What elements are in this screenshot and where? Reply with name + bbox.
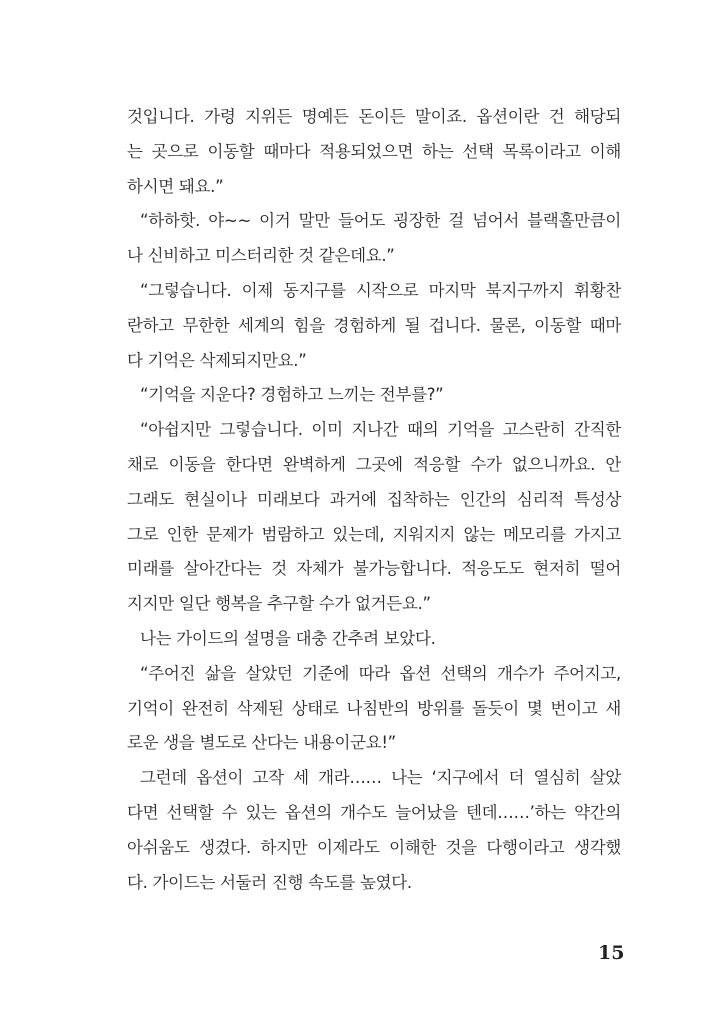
text-line: 그로 인한 문제가 범람하고 있는데, 지워지지 않는 메모리를 가지고: [127, 524, 621, 544]
text-line: “아쉽지만 그렇습니다. 이미 지나간 때의 기억을 고스란히 간직한: [140, 420, 621, 440]
text-line: 하시면 돼요.”: [127, 176, 224, 196]
text-line: “하하핫. 야~~ 이거 말만 들어도 굉장한 걸 넘어서 블랙홀만큼이: [140, 211, 621, 231]
text-line: “그렇습니다. 이제 동지구를 시작으로 마지막 북지구까지 휘황찬: [140, 280, 621, 300]
text-line: “주어진 삶을 살았던 기준에 따라 옵션 선택의 개수가 주어지고,: [140, 663, 621, 683]
body-text: [127, 104, 621, 904]
text-line: 다. 가이드는 서둘러 진행 속도를 높였다.: [127, 872, 412, 892]
text-line: 기억이 완전히 삭제된 상태로 나침반의 방위를 돌듯이 몇 번이고 새: [127, 698, 621, 718]
text-line: 지지만 일단 행복을 추구할 수가 없거든요.”: [127, 594, 431, 614]
text-line: 란하고 무한한 세계의 힘을 경험하게 될 겁니다. 물론, 이동할 때마: [127, 315, 621, 335]
text-line: 는 곳으로 이동할 때마다 적용되었으면 하는 선택 목록이라고 이해: [127, 141, 621, 161]
text-line: 로운 생을 별도로 산다는 내용이군요!”: [127, 733, 396, 753]
page-number: 15: [598, 942, 625, 964]
text-line: 채로 이동을 한다면 완벽하게 그곳에 적응할 수가 없으니까요. 안: [127, 454, 621, 474]
text-line: 미래를 살아간다는 것 자체가 불가능합니다. 적응도도 현저히 떨어: [127, 559, 621, 579]
text-line: 그런데 옵션이 고작 세 개라…… 나는 ‘지구에서 더 열심히 살았: [140, 768, 621, 788]
text-line: 것입니다. 가령 지위든 명예든 돈이든 말이죠. 옵션이란 건 해당되: [127, 107, 621, 126]
text-line: 다면 선택할 수 있는 옵션의 개수도 늘어났을 텐데……’하는 약간의: [127, 802, 621, 822]
text-line: 아쉬움도 생겼다. 하지만 이제라도 이해한 것을 다행이라고 생각했: [127, 837, 621, 857]
text-line: 그래도 현실이나 미래보다 과거에 집착하는 인간의 심리적 특성상: [127, 489, 621, 509]
text-line: 나는 가이드의 설명을 대충 간추려 보았다.: [140, 628, 436, 648]
text-line: 다 기억은 삭제되지만요.”: [127, 350, 307, 370]
text-line: 나 신비하고 미스터리한 것 같은데요.”: [127, 246, 395, 266]
text-line: “기억을 지운다? 경험하고 느끼는 전부를?”: [140, 385, 444, 405]
